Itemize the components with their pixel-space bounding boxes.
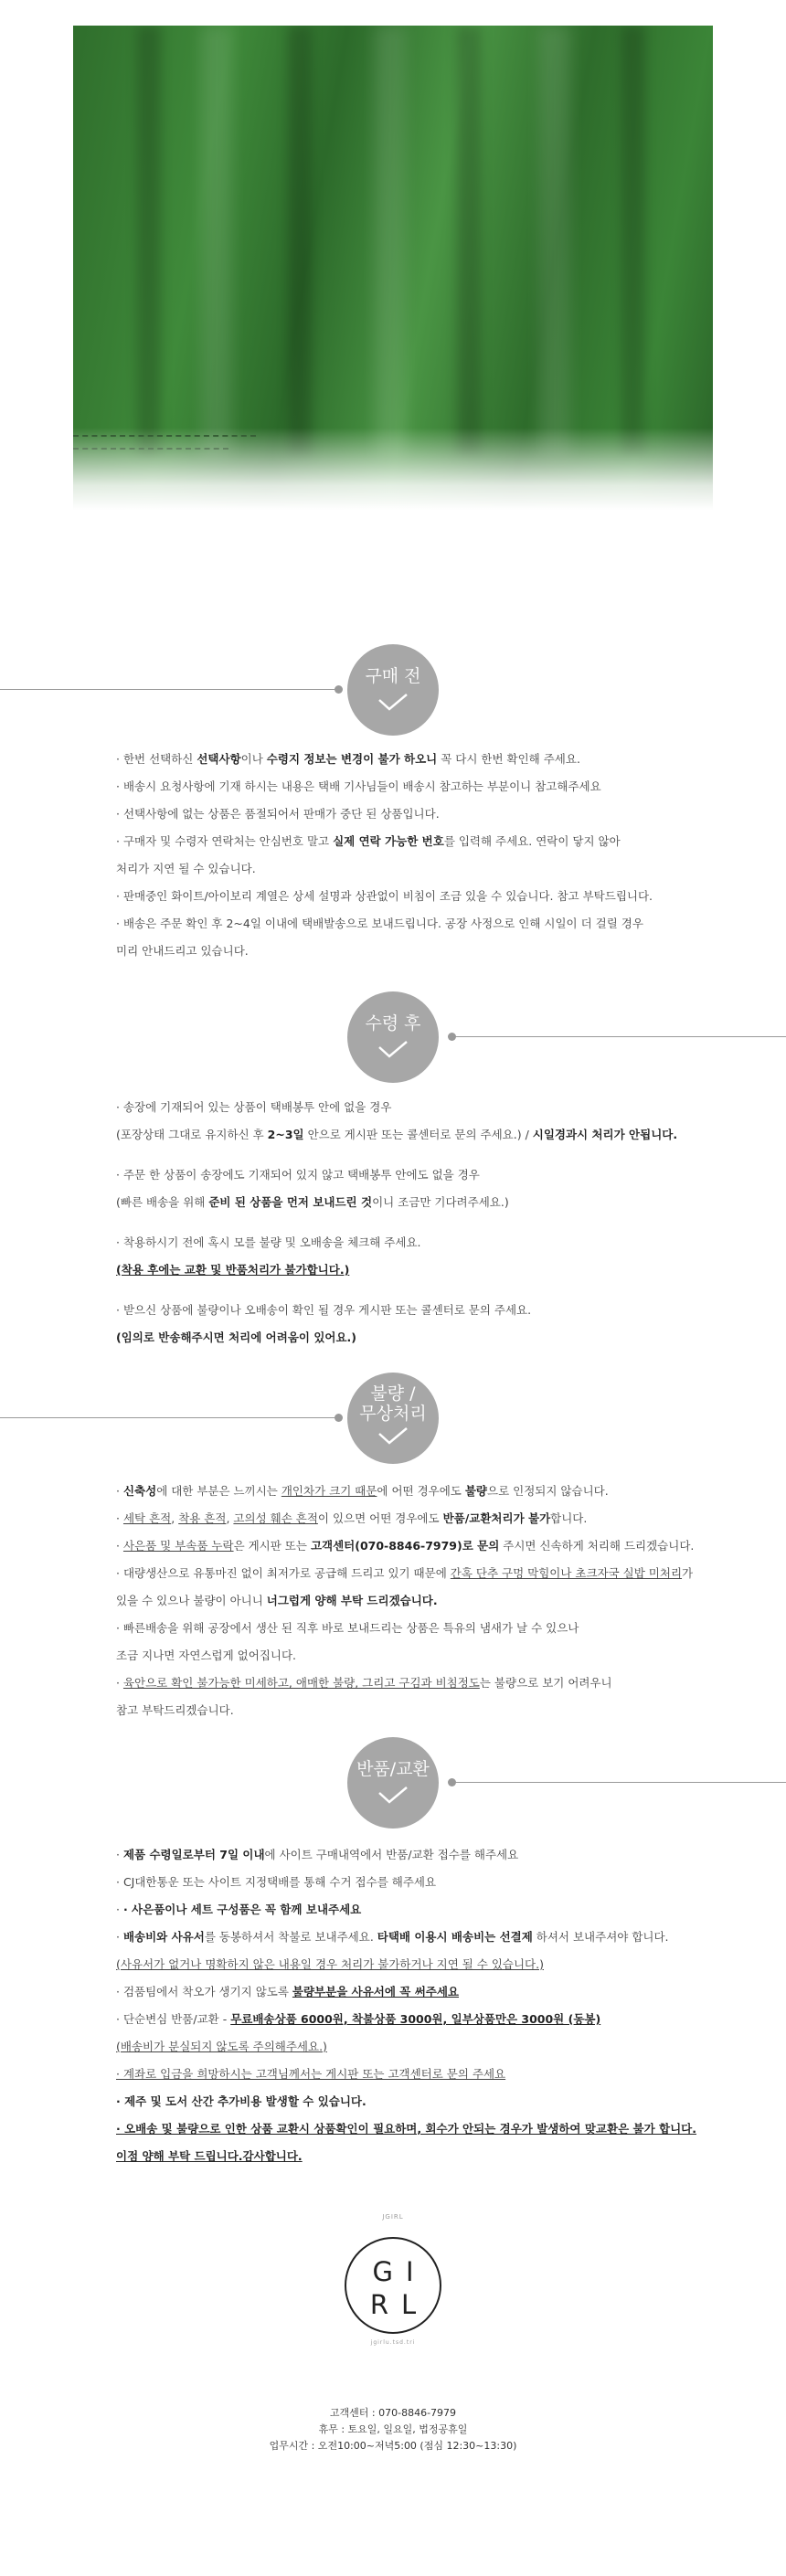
list-item: 조금 지나면 자연스럽게 없어집니다. bbox=[116, 1648, 297, 1662]
section-title-after: 수령 후 bbox=[365, 1013, 421, 1034]
section-badge-defect bbox=[347, 1373, 439, 1464]
list-item: · · 사은품이나 세트 구성품은 꼭 함께 보내주세요 bbox=[116, 1903, 362, 1916]
list-item: · 대량생산으로 유통마진 없이 최저가로 공급해 드리고 있기 때문에 간혹 단추 구멍 막힘이나 초크자국 실밥 미처리가 bbox=[116, 1566, 694, 1580]
list-item: · 한번 선택하신 선택사항이나 수령지 정보는 변경이 불가 하오니 꼭 다시 한번 확인해 주세요. bbox=[116, 752, 580, 766]
list-item: · 오배송 및 불량으로 인한 상품 교환시 상품확인이 필요하며, 회수가 안되는 경우가 발생하여 맞교환은 불가 합니다. bbox=[116, 2122, 696, 2136]
list-item: · 배송은 주문 확인 후 2~4일 이내에 택배발송으로 보내드립니다. 공장 사정으로 인해 시일이 더 걸릴 경우 bbox=[116, 917, 643, 930]
section-badge-before bbox=[347, 644, 439, 736]
list-item: (사유서가 없거나 명확하지 않은 내용일 경우 처리가 불가하거나 지연 될 수 있습니다.) bbox=[116, 1957, 544, 1971]
section-title-return: 반품/교환 bbox=[356, 1759, 430, 1779]
list-item: · 배송시 요청사항에 기재 하시는 내용은 택배 기사님들이 배송시 참고하는 부분이니 참고해주세요 bbox=[116, 779, 601, 793]
list-item: (배송비가 분실되지 않도록 주의해주세요.) bbox=[116, 2040, 327, 2053]
list-item: · 착용하시기 전에 혹시 모를 불량 및 오배송을 체크해 주세요. bbox=[116, 1235, 421, 1249]
list-item: · 구매자 및 수령자 연락처는 안심번호 말고 실제 연락 가능한 번호를 입력해 주세요. 연락이 닿지 않아 bbox=[116, 834, 621, 848]
list-item: · 송장에 기재되어 있는 상품이 택배봉투 안에 없을 경우 bbox=[116, 1100, 392, 1114]
list-item: (임의로 반송해주시면 처리에 어려움이 있어요.) bbox=[116, 1330, 357, 1344]
contact-info bbox=[0, 2405, 786, 2454]
list-item: · 주문 한 상품이 송장에도 기재되어 있지 않고 택배봉투 안에도 없을 경우 bbox=[116, 1168, 480, 1182]
list-item: · 제품 수령일로부터 7일 이내에 사이트 구매내역에서 반품/교환 접수를 해주세요 bbox=[116, 1848, 519, 1861]
section-header-return bbox=[0, 1737, 786, 1829]
contact-hours: 업무시간 : 오전10:00~저녁5:00 (점심 12:30~13:30) bbox=[269, 2440, 517, 2452]
list-item: · 단순변심 반품/교환 - 무료배송상품 6000원, 착불상품 3000원, 일부상품만은 3000원 (동봉) bbox=[116, 2012, 601, 2026]
list-item: · 신축성에 대한 부분은 느끼시는 개인차가 크기 때문에 어떤 경우에도 불량으로 인정되지 않습니다. bbox=[116, 1484, 609, 1498]
list-item: · 배송비와 사유서를 동봉하셔서 착불로 보내주세요. 타택배 이용시 배송비는 선결제 하셔서 보내주셔야 합니다. bbox=[116, 1930, 669, 1944]
list-item: · CJ대한통운 또는 사이트 지정택배를 통해 수거 접수를 해주세요 bbox=[116, 1875, 437, 1889]
check-icon bbox=[377, 1039, 409, 1059]
section-badge-after bbox=[347, 991, 439, 1083]
list-item: 처리가 지연 될 수 있습니다. bbox=[116, 862, 256, 875]
contact-phone: 고객센터 : 070-8846-7979 bbox=[329, 2407, 457, 2419]
list-item: · 선택사항에 없는 상품은 품절되어서 판매가 중단 된 상품입니다. bbox=[116, 807, 440, 821]
section-body-return bbox=[116, 1841, 701, 2170]
brand-logo bbox=[345, 2237, 441, 2334]
section-badge-return bbox=[347, 1737, 439, 1829]
check-icon bbox=[377, 1785, 409, 1805]
list-item: · 제주 및 도서 산간 추가비용 발생할 수 있습니다. bbox=[116, 2094, 366, 2108]
check-icon bbox=[377, 692, 409, 712]
list-item: 있을 수 있으나 불량이 아니니 너그럽게 양해 부탁 드리겠습니다. bbox=[116, 1594, 438, 1607]
logo-top-text: JGIRL bbox=[382, 2213, 404, 2221]
section-header-after bbox=[0, 991, 786, 1083]
list-item: 미리 안내드리고 있습니다. bbox=[116, 944, 249, 958]
list-item: (빠른 배송을 위해 준비 된 상품을 먼저 보내드린 것이니 조금만 기다려주세요.) bbox=[116, 1195, 509, 1209]
logo-subtext: jgirlu.tsd.tri bbox=[370, 2339, 416, 2346]
list-item: · 육안으로 확인 불가능한 미세하고, 애매한 불량, 그리고 구김과 비침정도는 불량으로 보기 어려우니 bbox=[116, 1676, 612, 1690]
list-item: · 판매중인 화이트/아이보리 계열은 상세 설명과 상관없이 비침이 조금 있을 수 있습니다. 참고 부탁드립니다. bbox=[116, 889, 653, 903]
section-body-before bbox=[116, 746, 701, 965]
list-item: · 세탁 흔적, 착용 흔적, 고의성 훼손 흔적이 있으면 어떤 경우에도 반품/교환처리가 불가합니다. bbox=[116, 1511, 588, 1525]
list-item: · 검품팀에서 착오가 생기지 않도록 불량부분을 사유서에 꼭 써주세요 bbox=[116, 1985, 460, 1998]
product-photo bbox=[73, 26, 713, 510]
list-item: · 사은품 및 부속품 누락은 게시판 또는 고객센터(070-8846-7979)로 문의 주시면 신속하게 처리해 드리겠습니다. bbox=[116, 1539, 695, 1553]
section-title-before: 구매 전 bbox=[365, 666, 421, 686]
footer bbox=[0, 2213, 786, 2346]
logo-row-2: RL bbox=[369, 2289, 430, 2320]
section-title-defect-2: 무상처리 bbox=[359, 1404, 427, 1424]
list-item: · 빠른배송을 위해 공장에서 생산 된 직후 바로 보내드리는 상품은 특유의 냄새가 날 수 있으나 bbox=[116, 1621, 579, 1635]
section-body-after bbox=[116, 1094, 701, 1352]
section-header-defect bbox=[0, 1373, 786, 1464]
list-item: 참고 부탁드리겠습니다. bbox=[116, 1703, 234, 1717]
section-body-defect bbox=[116, 1478, 701, 1724]
logo-row-1: GI bbox=[372, 2256, 427, 2287]
section-title-defect-1: 불량 / bbox=[370, 1383, 416, 1404]
list-item: · 계좌로 입금을 희망하시는 고객님께서는 게시판 또는 고객센터로 문의 주세요 bbox=[116, 2067, 506, 2081]
list-item: (착용 후에는 교환 및 반품처리가 불가합니다.) bbox=[116, 1263, 350, 1277]
contact-holidays: 휴무 : 토요일, 일요일, 법정공휴일 bbox=[318, 2423, 468, 2435]
list-item: · 받으신 상품에 불량이나 오배송이 확인 될 경우 게시판 또는 콜센터로 문의 주세요. bbox=[116, 1303, 532, 1317]
check-icon bbox=[377, 1426, 409, 1446]
list-item: (포장상태 그대로 유지하신 후 2~3일 안으로 게시판 또는 콜센터로 문의 주세요.) / 시일경과시 처리가 안됩니다. bbox=[116, 1128, 678, 1141]
section-header-before bbox=[0, 644, 786, 736]
list-item: 이점 양해 부탁 드립니다.감사합니다. bbox=[116, 2149, 303, 2163]
